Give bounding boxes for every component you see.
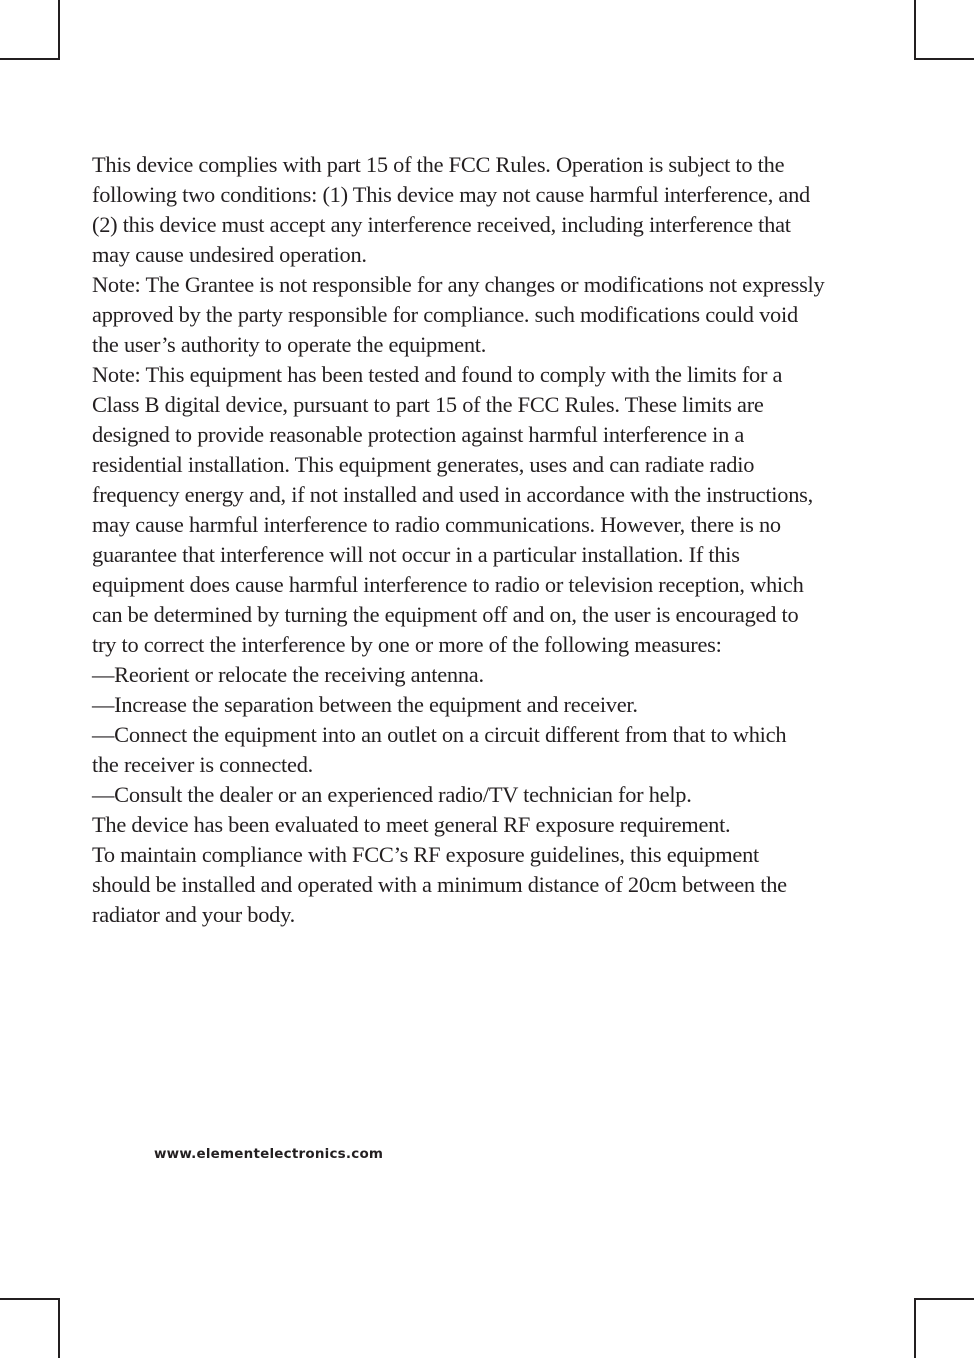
footer-website-url: www.elementelectronics.com xyxy=(154,1146,384,1162)
crop-mark-top-right-vertical xyxy=(914,0,916,60)
text-line: the receiver is connected. xyxy=(92,752,314,777)
text-line: can be determined by turning the equipment off and on, the user is encouraged to xyxy=(92,602,799,627)
text-line: —Connect the equipment into an outlet on a circuit different from that to which xyxy=(92,722,787,747)
crop-mark-top-left-horizontal xyxy=(0,58,60,60)
text-line: The device has been evaluated to meet general RF exposure requirement. xyxy=(92,812,731,837)
text-line: (2) this device must accept any interference received, including interference that xyxy=(92,212,791,237)
text-line: the user’s authority to operate the equipment. xyxy=(92,332,487,357)
fcc-statement xyxy=(92,150,907,930)
text-line: —Increase the separation between the equipment and receiver. xyxy=(92,692,638,717)
text-line: may cause harmful interference to radio communications. However, there is no xyxy=(92,512,781,537)
crop-mark-bottom-right-vertical xyxy=(914,1298,916,1358)
text-line: designed to provide reasonable protection against harmful interference in a xyxy=(92,422,745,447)
text-line: Note: The Grantee is not responsible for any changes or modifications not expressly xyxy=(92,272,825,297)
text-line: approved by the party responsible for compliance. such modifications could void xyxy=(92,302,798,327)
text-line: equipment does cause harmful interference to radio or television reception, which xyxy=(92,572,804,597)
text-line: radiator and your body. xyxy=(92,902,295,927)
text-line: frequency energy and, if not installed and used in accordance with the instructions, xyxy=(92,482,813,507)
crop-mark-bottom-right-horizontal xyxy=(914,1298,974,1300)
text-line: guarantee that interference will not occur in a particular installation. If this xyxy=(92,542,740,567)
text-line: Note: This equipment has been tested and found to comply with the limits for a xyxy=(92,362,783,387)
crop-mark-top-left-vertical xyxy=(58,0,60,60)
crop-mark-bottom-left-horizontal xyxy=(0,1298,60,1300)
text-line: try to correct the interference by one or more of the following measures: xyxy=(92,632,722,657)
text-line: —Consult the dealer or an experienced radio/TV technician for help. xyxy=(92,782,692,807)
text-line: This device complies with part 15 of the FCC Rules. Operation is subject to the xyxy=(92,152,785,177)
text-line: may cause undesired operation. xyxy=(92,242,367,267)
text-line: —Reorient or relocate the receiving antenna. xyxy=(92,662,484,687)
text-line: To maintain compliance with FCC’s RF exposure guidelines, this equipment xyxy=(92,842,760,867)
crop-mark-top-right-horizontal xyxy=(914,58,974,60)
text-line: should be installed and operated with a minimum distance of 20cm between the xyxy=(92,872,787,897)
text-line: following two conditions: (1) This device may not cause harmful interference, and xyxy=(92,182,811,207)
text-line: Class B digital device, pursuant to part 15 of the FCC Rules. These limits are xyxy=(92,392,764,417)
crop-mark-bottom-left-vertical xyxy=(58,1298,60,1358)
text-line: residential installation. This equipment generates, uses and can radiate radio xyxy=(92,452,755,477)
